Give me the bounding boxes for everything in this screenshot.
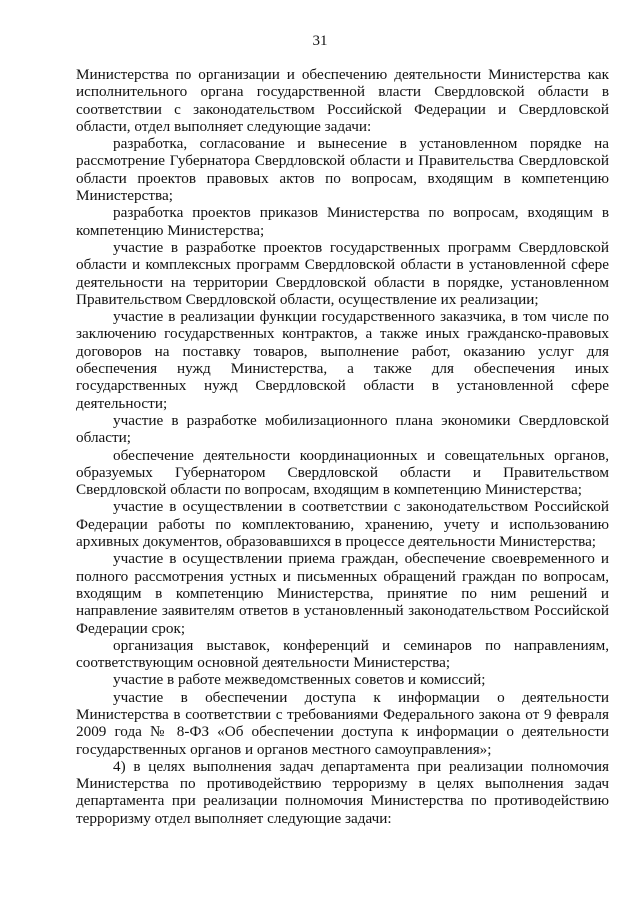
paragraph-item: участие в осуществлении в соответствии с законодательством Российской Федерации работы по комплектованию, хранению, учету и использованию архивных документов, образовавшихся в процессе деятельности Министерства; (76, 498, 609, 551)
paragraph-item: участие в разработке проектов государственных программ Свердловской области и комплексных программ Свердловской области в установленной сфере деятельности на территории Свердловской области в порядке, установленном Правительством Свердловской области, осуществление их реализации; (76, 238, 609, 308)
paragraph-item: разработка проектов приказов Министерства по вопросам, входящим в компетенцию Министерства; (76, 204, 609, 239)
paragraph-item: участие в разработке мобилизационного плана экономики Свердловской области; (76, 411, 609, 447)
paragraph-item: участие в работе межведомственных советов и комиссий; (113, 671, 486, 689)
paragraph-item: разработка, согласование и вынесение в установленном порядке на рассмотрение Губернатора Свердловской области и Правительства Свердловской области проектов правовых актов по вопросам, входящим в компетенцию Министерства; (76, 135, 609, 205)
paragraph-section-4: 4) в целях выполнения задач департамента при реализации полномочия Министерства по противодействию терроризму в целях выполнения задач департамента при реализации полномочия Министерства по противодействию терроризму отдел выполняет следующие задачи: (76, 757, 609, 827)
document-body (76, 66, 609, 827)
paragraph-item: участие в осуществлении приема граждан, обеспечение своевременного и полного рассмотрения устных и письменных обращений граждан по вопросам, входящим в компетенцию Министерства, принятие по ним решений и направление заявителям ответов в установленный законодательством Российской Федерации срок; (76, 550, 609, 637)
paragraph-item: участие в обеспечении доступа к информации о деятельности Министерства в соответствии с требованиями Федерального закона от 9 февраля 2009 года № 8-ФЗ «Об обеспечении доступа к информации о деятельности государственных органов и органов местного самоуправления»; (76, 688, 609, 758)
paragraph-item: организация выставок, конференций и семинаров по направлениям, соответствующим основной деятельности Министерства; (76, 636, 609, 672)
paragraph-item: участие в реализации функции государственного заказчика, в том числе по заключению государственных контрактов, а также иных гражданско-правовых договоров на поставку товаров, выполнение работ, оказанию услуг для обеспечения нужд Министерства, а также для обеспечения иных государственных нужд Свердловской области в установленной сфере деятельности; (76, 308, 609, 412)
paragraph-item: обеспечение деятельности координационных и совещательных органов, образуемых Губернатором Свердловской области и Правительством Свердловской области по вопросам, входящим в компетенцию Министерства; (76, 446, 609, 499)
page-number: 31 (312, 33, 328, 49)
paragraph-intro: Министерства по организации и обеспечению деятельности Министерства как исполнительного органа государственной власти Свердловской области в соответствии с законодательством Российской Федерации и Свердловской области, отдел выполняет следующие задачи: (76, 66, 609, 135)
